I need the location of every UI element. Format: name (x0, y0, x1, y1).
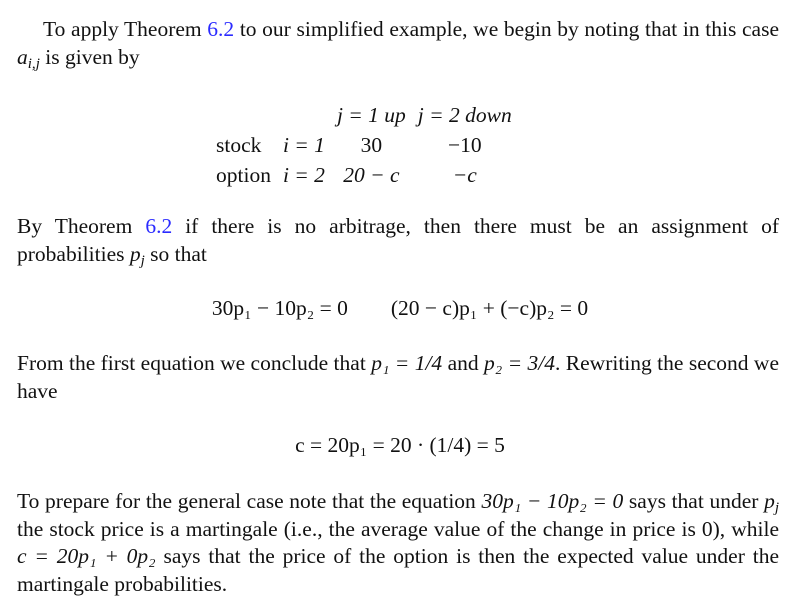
text: and (442, 351, 485, 375)
math-var: p (764, 489, 775, 513)
text: so that (144, 241, 207, 266)
header-cell (277, 100, 331, 130)
math-inline: p₂ = 3/4 (484, 351, 556, 375)
text: . Rewriting the second we have (17, 351, 779, 403)
header-cell: j = 2 down (417, 102, 512, 127)
text: To apply Theorem (43, 17, 208, 41)
cell: 30 (360, 132, 383, 157)
math-var: p (129, 241, 141, 266)
equation: c = 20p₁ = 20 · (1/4) = 5 (295, 433, 505, 457)
math-inline: c = 20p₁ + 0p₂ (17, 544, 156, 568)
text: to our simplified example, we begin by noting that in this case (234, 17, 779, 41)
math-sub: i,j (27, 55, 40, 72)
paragraph-arbitrage (17, 213, 779, 268)
table-row (210, 130, 518, 160)
text: is given by (39, 44, 140, 69)
equation-c (0, 433, 800, 458)
paragraph-solution (17, 350, 779, 405)
math-inline: p₁ = 1/4 (371, 351, 443, 375)
table-header (210, 100, 518, 130)
cell: stock (216, 132, 262, 157)
cell: option (216, 162, 271, 187)
text: the stock price is a martingale (i.e., the average value of the change in price is 0), while (17, 516, 779, 541)
header-cell: j = 1 up (336, 102, 406, 127)
paragraph-intro (17, 16, 779, 71)
text: From the first equation we conclude that (17, 351, 372, 375)
math-inline: 30p₁ − 10p₂ = 0 (481, 489, 624, 513)
equation-system (0, 296, 800, 321)
cell: i = 1 (282, 132, 325, 157)
table-row (210, 160, 518, 190)
payoff-table (210, 100, 518, 190)
cell: −10 (447, 132, 482, 157)
math-sub: j (140, 252, 145, 269)
equation-right: (20 − c)p₁ + (−c)p₂ = 0 (390, 296, 589, 320)
text: To prepare for the general case note that the equation (17, 489, 482, 513)
cell: 20 − c (343, 162, 400, 187)
text: By Theorem (17, 214, 146, 238)
theorem-link[interactable]: 6.2 (207, 17, 235, 41)
paragraph-general-case (17, 488, 779, 598)
equation-left: 30p₁ − 10p₂ = 0 (211, 296, 348, 320)
math-sub: j (774, 500, 780, 516)
text: says that the price of the option is then the expected value under the martingale probabilities. (17, 544, 779, 596)
header-cell (210, 100, 277, 130)
math-var: a (17, 44, 28, 69)
cell: i = 2 (282, 162, 325, 187)
text: if there is no arbitrage, then there must be an assignment of probabilities (17, 214, 779, 266)
cell: −c (452, 162, 477, 187)
text: says that under (623, 489, 765, 513)
theorem-link[interactable]: 6.2 (145, 214, 173, 238)
